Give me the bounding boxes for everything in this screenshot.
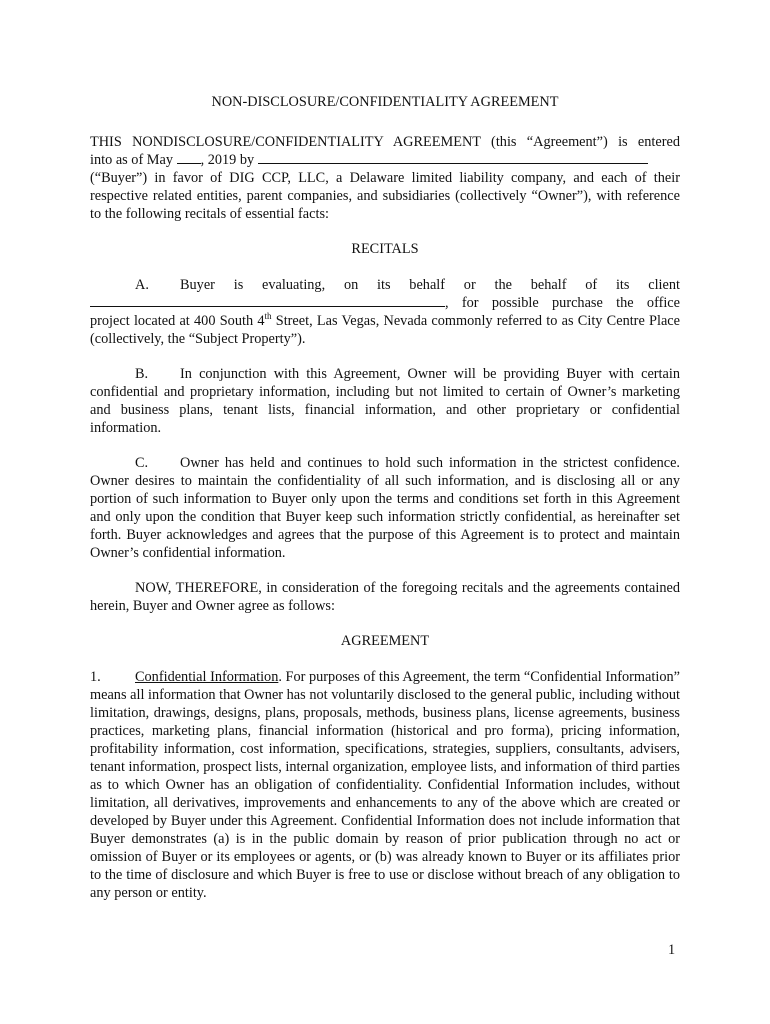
- recital-b-letter: B.: [135, 366, 149, 382]
- intro-line-1: THIS NONDISCLOSURE/CONFIDENTIALITY AGREEMENT (this “Agreement”) is entered: [90, 134, 680, 150]
- recital-a-line-2-text: , for possible purchase the office: [445, 295, 680, 311]
- intro-date-prefix: into as of May: [90, 152, 173, 168]
- recital-c-letter: C.: [135, 455, 149, 471]
- recital-a-address-rest: Street, Las Vegas, Nevada commonly referred to as City Centre Place (collectively, the “Subject Property”).: [90, 313, 680, 347]
- ordinal-suffix: th: [264, 311, 272, 322]
- recital-c-text: [90, 454, 680, 562]
- document-title: NON-DISCLOSURE/CONFIDENTIALITY AGREEMENT: [211, 94, 559, 110]
- document-page: [90, 93, 680, 919]
- recital-a-line-2: [90, 294, 680, 312]
- recital-c-body: Owner has held and continues to hold such information in the strictest confidence. Owner desires to maintain the confidentiality of all such information, and is disclosing all or any portion of such information to Buyer only upon the terms and conditions set forth in this Agreement and only upon the condition that Buyer keep such information strictly confidential, as hereinafter set forth. Buyer acknowledges and agrees that the purpose of this Agreement is to protect and maintain Owner’s confidential information.: [90, 455, 680, 561]
- intro-by-text: , 2019 by: [200, 152, 255, 168]
- now-therefore-paragraph: [90, 579, 680, 615]
- recital-a: [90, 276, 680, 348]
- recital-a-address: project located at 400 South 4: [90, 313, 265, 329]
- recital-b: [90, 365, 680, 437]
- recital-a-line-1-text: Buyer is evaluating, on its behalf or the behalf of its client: [180, 277, 680, 293]
- party-name-blank: [258, 151, 648, 164]
- recital-c: [90, 454, 680, 562]
- recital-b-body: In conjunction with this Agreement, Owner will be providing Buyer with certain confidential and proprietary information, including but not limited to certain of Owner’s marketing and business plans, tenant lists, financial information, and other proprietary or confidential information.: [90, 366, 680, 436]
- recital-a-letter: A.: [135, 277, 149, 293]
- client-blank: [90, 294, 445, 307]
- recital-a-line-1: [90, 276, 680, 294]
- recitals-heading: RECITALS: [351, 241, 419, 257]
- date-blank: [177, 151, 201, 164]
- agreement-heading: AGREEMENT: [340, 633, 430, 649]
- section-1: [90, 668, 680, 902]
- recital-b-text: [90, 365, 680, 437]
- intro-line-2: [90, 151, 680, 169]
- now-therefore-text: NOW, THEREFORE, in consideration of the foregoing recitals and the agreements contained herein, Buyer and Owner agree as follows:: [90, 580, 680, 614]
- page-number: 1: [668, 942, 676, 958]
- recital-a-rest: [90, 312, 680, 348]
- section-1-heading: Confidential Information: [135, 669, 279, 685]
- section-1-text: [90, 668, 680, 902]
- section-1-body: . For purposes of this Agreement, the term “Confidential Information” means all information that Owner has not voluntarily disclosed to the general public, including without limitation, drawings, designs, plans, proposals, methods, business plans, license agreements, business practices, marketing plans, financial information (historical and pro forma), pricing information, profitability information, cost information, specifications, strategies, suppliers, consultants, advisers, tenant information, prospect lists, internal organization, employee lists, and information of third parties as to which Owner has an obligation of confidentiality. Confidential Information includes, without limitation, all derivatives, improvements and enhancements to any of the above which are created or developed by Buyer under this Agreement. Confidential Information does not include information that Buyer demonstrates (a) is in the public domain by reason of prior publication through no act or omission of Buyer or its employees or agents, or (b) was already known to Buyer or its affiliates prior to the time of disclosure and which Buyer is free to use or disclose without breach of any obligation to any person or entity.: [90, 669, 680, 901]
- intro-paragraph: [90, 133, 680, 223]
- intro-rest: (“Buyer”) in favor of DIG CCP, LLC, a Delaware limited liability company, and each of their respective related entities, parent companies, and subsidiaries (collectively “Owner”), with reference to the following recitals of essential facts:: [90, 170, 680, 222]
- section-1-number: 1.: [90, 669, 101, 685]
